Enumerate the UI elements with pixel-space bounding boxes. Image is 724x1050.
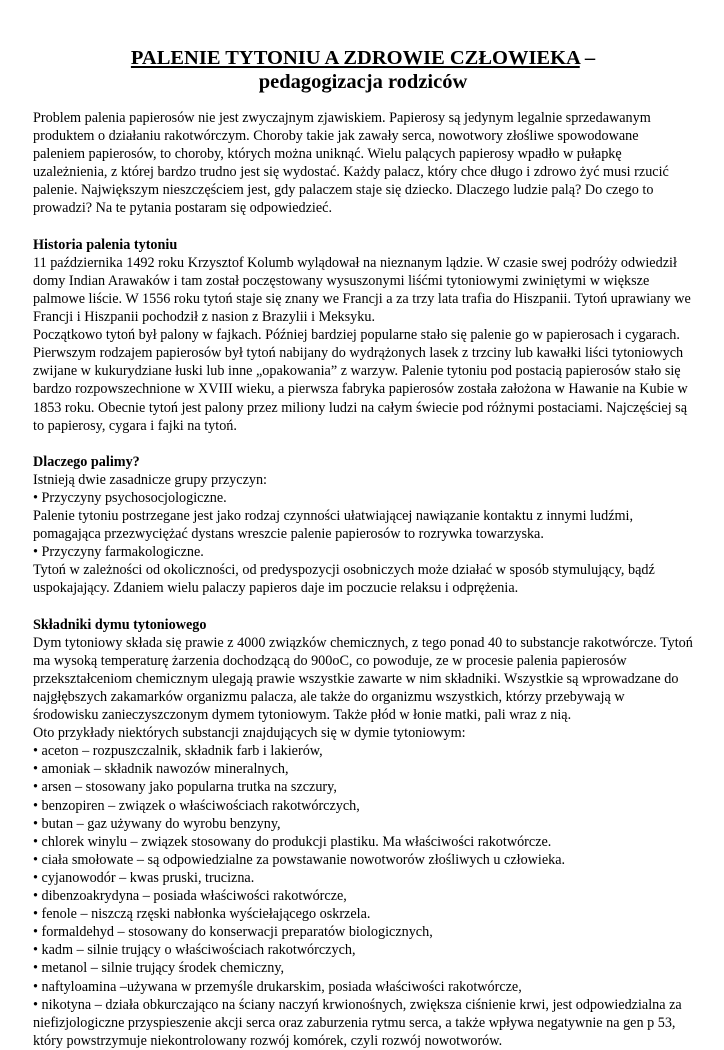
section-heading-dlaczego: Dlaczego palimy? bbox=[33, 453, 140, 470]
list-item: • arsen – stosowany jako popularna trutka na szczury, bbox=[33, 778, 693, 796]
list-item: • kadm – silnie trujący o właściwościach rakotwórczych, bbox=[33, 941, 693, 959]
skladniki-paragraph-2: Oto przykłady niektórych substancji znajdujących się w dymie tytoniowym: bbox=[33, 725, 466, 742]
list-item: • chlorek winylu – związek stosowany do produkcji plastiku. Ma właściwości rakotwórcze. bbox=[33, 833, 693, 851]
list-item: • naftyloamina –używana w przemyśle drukarskim, posiada właściwości rakotwórcze, bbox=[33, 978, 693, 996]
list-item: • aceton – rozpuszczalnik, składnik farb i lakierów, bbox=[33, 742, 693, 760]
substances-list bbox=[33, 742, 693, 1050]
document-body bbox=[33, 109, 693, 1050]
title-subtitle: pedagogizacja rodziców bbox=[258, 71, 468, 93]
historia-paragraph-1: 11 października 1492 roku Krzysztof Kolumb wylądował na nieznanym lądzie. W czasie swej podróży odwiedził domy Indian Arawaków i tam został poczęstowany wysuszonymi liśćmi tytoniowymi zwiniętymi w większe palmowe liście. W 1556 roku tytoń staje się znany we Francji a za trzy lata trafia do Hiszpanii. Tytoń uprawiany we Francji i Hiszpanii pochodził z nasion z Brazylii i Meksyku. bbox=[33, 254, 691, 326]
document-title bbox=[33, 46, 693, 94]
intro-paragraph: Problem palenia papierosów nie jest zwyczajnym zjawiskiem. Papierosy są jedynym legalnie sprzedawanym produktem o działaniu rakotwórczym. Choroby takie jak zawały serca, nowotwory złośliwe spowodowane paleniem papierosów, to choroby, których można uniknąć. Wielu palących papierosy wpadło w pułapkę uzależnienia, z której bardzo trudno jest się wydostać. Każdy palacz, który chce długo i zdrowo żyć musi rzucić palenie. Największym nieszczęściem jest, gdy palaczem staje się dziecko. Dlaczego ludzie palą? Do czego to prowadzi? Na te pytania postaram się odpowiedzieć. bbox=[33, 110, 669, 217]
dlaczego-paragraph-3: Tytoń w zależności od okoliczności, od predyspozycji osobniczych może działać w sposób stymulujący, bądź uspokajający. Zdaniem wielu palaczy papieros daje im poczucie relaksu i odprężenia. bbox=[33, 562, 655, 597]
section-heading-skladniki: Składniki dymu tytoniowego bbox=[33, 616, 207, 633]
section-heading-historia: Historia palenia tytoniu bbox=[33, 236, 178, 253]
list-item: • cyjanowodór – kwas pruski, trucizna. bbox=[33, 869, 693, 887]
title-main: PALENIE TYTONIU A ZDROWIE CZŁOWIEKA bbox=[130, 47, 580, 69]
title-dash: – bbox=[579, 47, 596, 69]
historia-paragraph-2: Początkowo tytoń był palony w fajkach. Później bardziej popularne stało się palenie go w papierosach i cygarach. Pierwszym rodzajem papierosów był tytoń nabijany do wydrążonych lasek z trzciny lub kawałki liści tytoniowych zwijane w kukurydziane łuski lub inne „opakowania” z warzyw. Palenie tytoniu pod postacią papierosów stało się bardzo rozpowszechnione w XVIII wieku, a pierwsza fabryka papierosów została założona w Hawanie na Kubie w 1853 roku. Obecnie tytoń jest palony przez miliony ludzi na całym świecie pod różnymi postaciami. Najczęściej są to papierosy, cygara i fajki na tytoń. bbox=[33, 327, 688, 434]
list-item: • benzopiren – związek o właściwościach rakotwórczych, bbox=[33, 797, 693, 815]
document-page bbox=[33, 46, 693, 1050]
dlaczego-bullet-2: • Przyczyny farmakologiczne. bbox=[33, 544, 204, 561]
list-item: • amoniak – składnik nawozów mineralnych, bbox=[33, 760, 693, 778]
list-item: • ciała smołowate – są odpowiedzialne za powstawanie nowotworów złośliwych u człowieka. bbox=[33, 851, 693, 869]
list-item: • metanol – silnie trujący środek chemiczny, bbox=[33, 959, 693, 977]
dlaczego-paragraph-2: Palenie tytoniu postrzegane jest jako rodzaj czynności ułatwiającej nawiązanie kontaktu z innymi ludźmi, pomagająca przezwyciężać dystans wreszcie palenie papierosów to rozrywka towarzyska. bbox=[33, 508, 634, 543]
dlaczego-paragraph-1: Istnieją dwie zasadnicze grupy przyczyn: bbox=[33, 471, 267, 488]
skladniki-paragraph-1: Dym tytoniowy składa się prawie z 4000 związków chemicznych, z tego ponad 40 to substancje rakotwórcze. Tytoń ma wysoką temperaturę żarzenia dochodzącą do 900oC, co powoduje, ze w procesie palenia papierosów przekształceniom chemicznym ulegają prawie wszystkie zawarte w nim składniki. Wszystkie są wprowadzane do najgłębszych zakamarków organizmu palacza, ale także do organizmu wszystkich, którzy przebywają w środowisku zanieczyszczonym dymem tytoniowym. Także płód w łonie matki, pali wraz z nią. bbox=[33, 634, 693, 724]
list-item: • fenole – niszczą rzęski nabłonka wyściełającego oskrzela. bbox=[33, 905, 693, 923]
list-item: • dibenzoakrydyna – posiada właściwości rakotwórcze, bbox=[33, 887, 693, 905]
list-item: • nikotyna – działa obkurczająco na ściany naczyń krwionośnych, zwiększa ciśnienie krwi, jest odpowiedzialna za niefizjologiczne przyspieszenie akcji serca oraz zaburzenia rytmu serca, a także wpływa negatywnie na gen p 53, który powstrzymuje niekontrolowany rozwój komórek, czyli rozwój nowotworów. bbox=[33, 996, 693, 1050]
dlaczego-bullet-1: • Przyczyny psychosocjologiczne. bbox=[33, 489, 227, 506]
list-item: • butan – gaz używany do wyrobu benzyny, bbox=[33, 815, 693, 833]
list-item: • formaldehyd – stosowany do konserwacji preparatów biologicznych, bbox=[33, 923, 693, 941]
